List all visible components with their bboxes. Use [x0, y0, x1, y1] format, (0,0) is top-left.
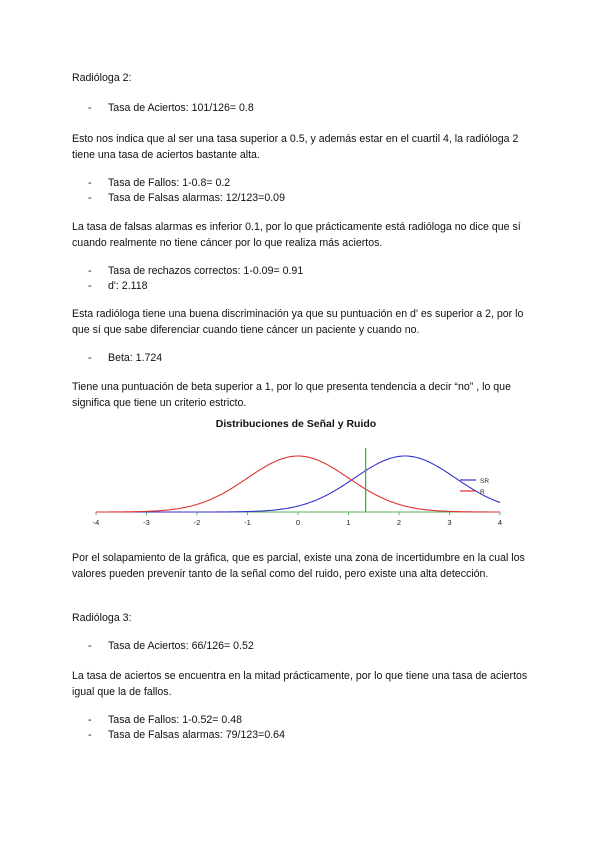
hit-rate-text: Tasa de Aciertos: 66/126= 0.52	[108, 640, 254, 652]
list-item	[88, 713, 242, 728]
list-item	[88, 176, 230, 191]
legend-label: SR	[480, 478, 490, 485]
paragraph: Esta radióloga tiene una buena discriminación ya que su puntuación en d' es superior a 2, por lo que sí que sabe diferenciar cuando tiene cáncer un paciente y cuando no.	[72, 308, 524, 336]
list-item	[88, 728, 285, 743]
x-tick-label: 1	[346, 518, 351, 527]
list-dash: -	[88, 280, 92, 292]
list-dash: -	[88, 352, 92, 364]
miss-rate-text: Tasa de Fallos: 1-0.52= 0.48	[108, 714, 242, 726]
x-tick-label: -2	[193, 518, 201, 527]
x-tick-label: -4	[92, 518, 100, 527]
d-prime-text: d': 2.118	[108, 280, 148, 292]
signal-noise-chart	[88, 414, 508, 532]
hit-rate-text: Tasa de Aciertos: 101/126= 0.8	[108, 102, 254, 114]
paragraph: Por el solapamiento de la gráfica, que es parcial, existe una zona de incertidumbre en la cual los valores pueden prevenir tanto de la señal como del ruido, pero existe una alta detección.	[72, 552, 525, 580]
x-tick-label: 3	[447, 518, 452, 527]
chart-svg	[88, 414, 508, 532]
radiologist-2-heading: Radióloga 2:	[72, 72, 132, 84]
series-line-sr	[96, 456, 500, 512]
list-dash: -	[88, 729, 92, 741]
list-item	[88, 639, 254, 654]
list-item	[88, 101, 254, 116]
false-alarm-text: Tasa de Falsas alarmas: 12/123=0.09	[108, 192, 285, 204]
x-tick-label: -1	[244, 518, 251, 527]
paragraph: Tiene una puntuación de beta superior a 1, por lo que presenta tendencia a decir “no” , lo que significa que tiene un criterio estricto.	[72, 381, 511, 409]
false-alarm-text: Tasa de Falsas alarmas: 79/123=0.64	[108, 729, 285, 741]
list-dash: -	[88, 640, 92, 652]
paragraph: La tasa de aciertos se encuentra en la mitad prácticamente, por lo que tiene una tasa de aciertos igual que la de fallos.	[72, 670, 528, 698]
list-item	[88, 279, 148, 294]
chart-title: Distribuciones de Señal y Ruido	[215, 418, 377, 430]
x-tick-label: 4	[497, 518, 503, 527]
x-tick-label: 2	[396, 518, 402, 527]
beta-text: Beta: 1.724	[108, 352, 163, 364]
list-item	[88, 351, 162, 366]
legend-label: R	[480, 489, 485, 496]
x-tick-label: -3	[143, 518, 150, 527]
miss-rate-text: Tasa de Fallos: 1-0.8= 0.2	[108, 177, 231, 189]
series-line-r	[96, 456, 500, 512]
list-item	[88, 264, 303, 279]
correct-rejection-text: Tasa de rechazos correctos: 1-0.09= 0.91	[108, 265, 304, 277]
radiologist-3-heading: Radióloga 3:	[72, 612, 132, 624]
list-dash: -	[88, 177, 92, 189]
paragraph: Esto nos indica que al ser una tasa superior a 0.5, y además estar en el cuartil 4, la radióloga 2 tiene una tasa de aciertos bastante alta.	[72, 133, 519, 161]
list-dash: -	[88, 714, 92, 726]
list-dash: -	[88, 265, 92, 277]
paragraph: La tasa de falsas alarmas es inferior 0.1, por lo que prácticamente está radióloga no dice que sí cuando realmente no tiene cáncer por lo que realiza más aciertos.	[72, 221, 521, 249]
list-item	[88, 191, 285, 206]
x-tick-label: 0	[295, 518, 301, 527]
list-dash: -	[88, 102, 92, 114]
list-dash: -	[88, 192, 92, 204]
